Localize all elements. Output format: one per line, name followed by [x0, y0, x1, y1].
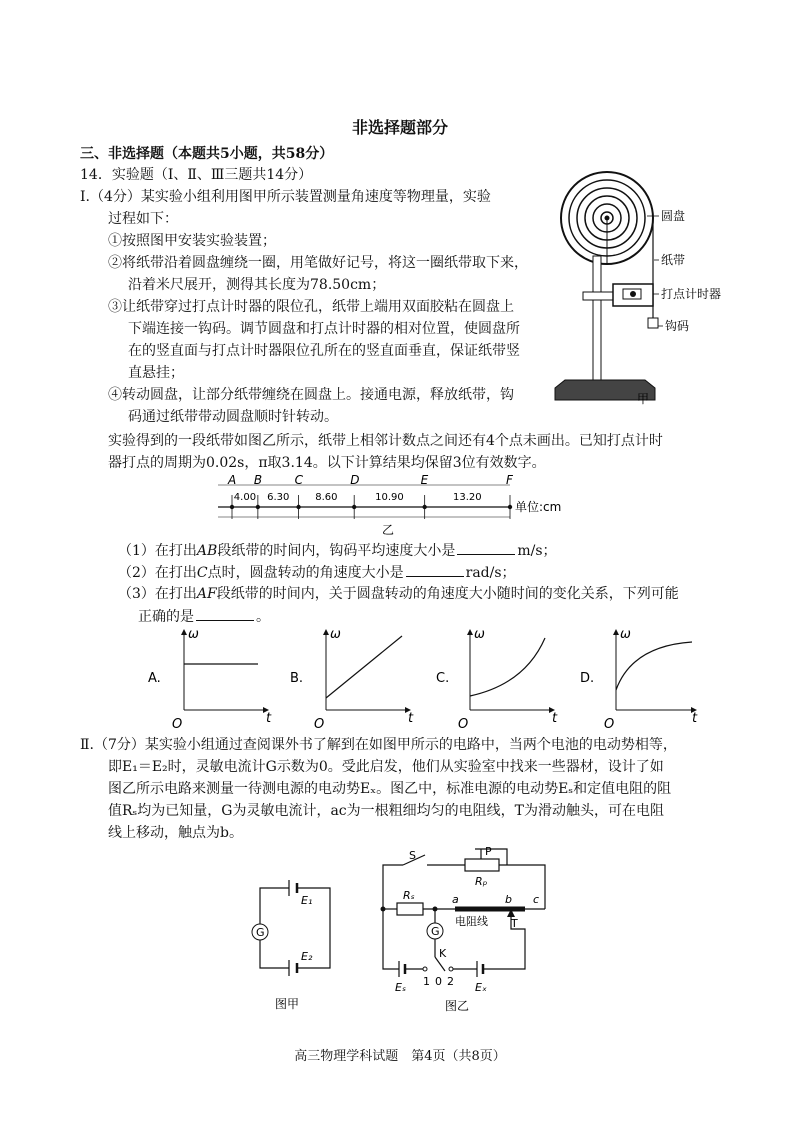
- sub-question-3: （3）在打出AF段纸带的时间内，关于圆盘转动的角速度大小随时间的变化关系，下列可能: [118, 586, 679, 602]
- clamp: [583, 292, 613, 300]
- answer-blank-1[interactable]: [457, 540, 515, 555]
- part-i-line: 器打点的周期为0.02s，π取3.14。以下计算结果均保留3位有效数字。: [108, 455, 546, 471]
- svg-text:0: 0: [435, 975, 442, 988]
- wire-label: 电阻线: [455, 915, 488, 928]
- figure-jia-label: 甲: [637, 392, 650, 406]
- part-i-line: 码通过纸带带动圆盘顺时针转动。: [128, 409, 338, 425]
- svg-text:ω: ω: [620, 627, 631, 642]
- graph-option-b[interactable]: [290, 627, 414, 732]
- rheostat-rp-label: Rₚ: [475, 875, 488, 888]
- graph-option-c[interactable]: [436, 627, 558, 732]
- part-i-line: 下端连接一钩码。调节圆盘和打点计时器的相对位置，使圆盘所: [128, 321, 520, 337]
- tape-segment-label: 13.20: [453, 492, 482, 503]
- graph-option-a[interactable]: [148, 627, 272, 732]
- part-i-line: 过程如下：: [108, 211, 178, 227]
- label-e2: E₂: [301, 950, 313, 963]
- part-heading: 三、非选择题（本题共5小题，共58分）: [80, 146, 334, 162]
- point-b-label: b: [505, 893, 512, 906]
- svg-text:O: O: [458, 717, 469, 732]
- part-ii-line: 即E₁＝E₂时，灵敏电流计G示数为0。受此启发，他们从实验室中找来一些器材，设计了如: [108, 759, 664, 775]
- hook-weight: [648, 318, 658, 328]
- part-i-line: ③让纸带穿过打点计时器的限位孔，纸带上端用双面胶粘在圆盘上: [108, 299, 514, 315]
- contact-t-label: T: [511, 917, 518, 930]
- svg-text:O: O: [314, 717, 325, 732]
- answer-blank-2[interactable]: [406, 562, 464, 577]
- slider-p-label: P: [485, 845, 492, 858]
- sub-question-3-line2: 正确的是 。: [138, 606, 270, 627]
- tape-point-label: C: [294, 473, 303, 487]
- svg-text:t: t: [408, 711, 414, 726]
- question-14-heading: 14．实验题（Ⅰ、Ⅱ、Ⅲ三题共14分）: [80, 167, 313, 183]
- figure-yi-label: 乙: [382, 523, 395, 537]
- source-es-label: Eₛ: [395, 981, 407, 994]
- apparatus-figure: [555, 168, 735, 413]
- stand-rod: [593, 256, 601, 384]
- tape-segment-label: 8.60: [315, 492, 338, 503]
- part-i-line: ②将纸带沿着圆盘缠绕一圈，用笔做好记号，将这一圈纸带取下来，: [108, 255, 528, 271]
- part-i-line: 实验得到的一段纸带如图乙所示，纸带上相邻计数点之间还有4个点未画出。已知打点计时: [108, 433, 663, 449]
- tape-figure: [210, 475, 590, 535]
- part-ii-line: 值Rₛ均为已知量，G为灵敏电流计，ac为一根粗细均匀的电阻线，T为滑动触头，可在电阻: [108, 803, 664, 819]
- svg-text:ω: ω: [188, 627, 199, 642]
- tape-segment-label: 10.90: [375, 492, 404, 503]
- graph-option-d[interactable]: [580, 627, 698, 732]
- tape-point-label: B: [253, 473, 263, 487]
- part-ii-line: 线上移动，触点为b。: [108, 825, 243, 841]
- source-ex-label: Eₓ: [475, 981, 487, 994]
- tape-point-label: F: [506, 473, 513, 487]
- svg-text:G: G: [256, 926, 265, 939]
- svg-text:A.: A.: [148, 671, 161, 686]
- part-ii-line: Ⅱ.（7分）某实验小组通过查阅课外书了解到在如图甲所示的电路中，当两个电池的电动势相等，: [80, 737, 677, 753]
- part-i-line: 在的竖直面与打点计时器限位孔所在的竖直面垂直，保证纸带竖: [128, 343, 520, 359]
- part-i-line: 直悬挂；: [128, 365, 184, 381]
- caption-jia: 图甲: [275, 997, 300, 1011]
- svg-text:t: t: [692, 711, 698, 726]
- page-footer: 高三物理学科试题 第4页（共8页）: [294, 1049, 506, 1064]
- svg-text:2: 2: [447, 975, 454, 988]
- sub-question-1: （1）在打出AB段纸带的时间内，钩码平均速度大小是 m/s；: [118, 540, 557, 561]
- tape-point-label: D: [350, 473, 360, 487]
- switch-s-label: S: [409, 849, 416, 862]
- svg-text:ω: ω: [330, 627, 341, 642]
- resistor-rs-label: Rₛ: [403, 889, 415, 902]
- part-i-line: Ⅰ.（4分）某实验小组利用图甲所示装置测量角速度等物理量，实验: [80, 189, 491, 205]
- sub-question-2: （2）在打出C点时，圆盘转动的角速度大小是 rad/s；: [118, 562, 516, 583]
- svg-text:G: G: [431, 925, 440, 938]
- svg-text:O: O: [604, 717, 615, 732]
- caption-yi: 图乙: [445, 999, 470, 1013]
- tape-segment-label: 4.00: [233, 492, 257, 503]
- circuit-figure-yi: [375, 845, 565, 1025]
- curve-d-concave-down: [616, 642, 692, 690]
- tape-segment-label: 6.30: [267, 492, 290, 503]
- svg-text:B.: B.: [290, 671, 304, 686]
- svg-text:t: t: [266, 711, 272, 726]
- answer-blank-3[interactable]: [196, 606, 254, 621]
- switch-k-label: K: [439, 947, 447, 960]
- label-e1: E₁: [301, 894, 313, 907]
- tape-label: 纸带: [661, 253, 686, 267]
- timer-label: 打点计时器: [661, 287, 722, 301]
- svg-text:C.: C.: [436, 671, 450, 686]
- section-title: 非选择题部分: [351, 118, 448, 137]
- svg-text:ω: ω: [474, 627, 485, 642]
- part-i-line: ①按照图甲安装实验装置；: [108, 233, 276, 249]
- tape-point-label: E: [420, 473, 429, 487]
- curve-c-concave-up: [470, 638, 545, 696]
- tape-point-label: A: [228, 473, 237, 487]
- point-a-label: a: [452, 893, 459, 906]
- point-c-label: c: [533, 893, 540, 906]
- part-i-line: ④转动圆盘，让部分纸带缠绕在圆盘上。接通电源，释放纸带，钩: [108, 387, 514, 403]
- tape-unit-label: 单位:cm: [515, 500, 562, 514]
- hook-label: 钩码: [665, 319, 690, 333]
- svg-text:1: 1: [423, 975, 430, 988]
- svg-text:O: O: [172, 717, 183, 732]
- part-i-line: 沿着米尺展开，测得其长度为78.50cm；: [128, 277, 386, 293]
- circuit-figure-jia: [245, 880, 345, 1020]
- part-ii-line: 图乙所示电路来测量一待测电源的电动势Eₓ。图乙中，标准电源的电动势Eₛ和定值电阻的阻: [108, 781, 672, 797]
- svg-text:D.: D.: [580, 671, 595, 686]
- curve-b-linear: [326, 636, 402, 698]
- graph-options: [140, 622, 700, 732]
- svg-text:t: t: [552, 711, 558, 726]
- disk-label: 圆盘: [661, 209, 686, 223]
